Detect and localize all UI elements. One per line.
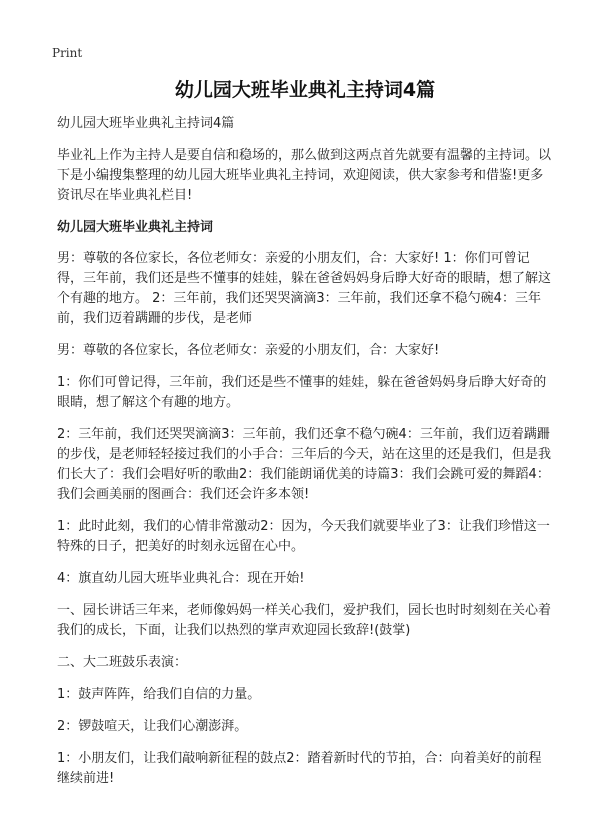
body-paragraph: 1：你们可曾记得，三年前，我们还是些不懂事的娃娃，躲在爸爸妈妈身后睁大好奇的眼睛，想了解这个有趣的地方。 — [57, 375, 547, 410]
body-paragraph: 二、大二班鼓乐表演： — [57, 655, 188, 670]
body-paragraph: 1：此时此刻，我们的心情非常激动2：因为，今天我们就要毕业了3：让我们珍惜这一特殊的日子，把美好的时刻永远留在心中。 — [57, 519, 550, 554]
body-paragraph: 2：三年前，我们还哭哭滴滴3：三年前，我们还拿不稳勺碗4：三年前，我们迈着蹒跚的步伐，是老师轻轻接过我们的小手合：三年后的今天，站在这里的还是我们，但是我们长大了：我们会唱好听的歌曲2：我们能朗诵优美的诗篇3：我们会跳可爱的舞蹈4：我们会画美丽的图画合：我们还会许多本领! — [57, 427, 552, 502]
body-paragraph: 男：尊敬的各位家长，各位老师女：亲爱的小朋友们，合：大家好! — [57, 343, 440, 358]
body-paragraph: 2：锣鼓喧天，让我们心潮澎湃。 — [57, 719, 248, 734]
body-paragraph: 1：鼓声阵阵，给我们自信的力量。 — [57, 687, 261, 702]
body-paragraph: 1：小朋友们，让我们敲响新征程的鼓点2：踏着新时代的节拍，合：向着美好的前程继续前进! — [57, 751, 542, 786]
body-paragraph: 男：尊敬的各位家长，各位老师女：亲爱的小朋友们，合：大家好! 1：你们可曾记得，三年前，我们还是些不懂事的娃娃，躲在爸爸妈妈身后睁大好奇的眼睛，想了解这个有趣的地方。 2：三年前，我们还哭哭滴滴3：三年前，我们还拿不稳勺碗4：三年前，我们迈着蹒跚的步伐，是老师 — [57, 251, 552, 326]
body-paragraph: 4：旗直幼儿园大班毕业典礼合：现在开始! — [57, 571, 305, 586]
print-link[interactable]: Print — [52, 46, 83, 60]
body-paragraph: 一、园长讲话三年来，老师像妈妈一样关心我们，爱护我们，园长也时时刻刻在关心着我们的成长，下面，让我们以热烈的掌声欢迎园长致辞!(鼓掌) — [57, 603, 552, 638]
intro-paragraph: 毕业礼上作为主持人是要自信和稳场的，那么做到这两点首先就要有温馨的主持词。以下是小编搜集整理的幼儿园大班毕业典礼主持词，欢迎阅读，供大家参考和借鉴!更多资讯尽在毕业典礼栏目! — [57, 148, 552, 203]
document-subtitle: 幼儿园大班毕业典礼主持词4篇 — [57, 116, 235, 131]
section-heading: 幼儿园大班毕业典礼主持词 — [57, 220, 214, 235]
page-title: 幼儿园大班毕业典礼主持词4篇 — [174, 79, 436, 101]
document-page — [57, 78, 553, 801]
